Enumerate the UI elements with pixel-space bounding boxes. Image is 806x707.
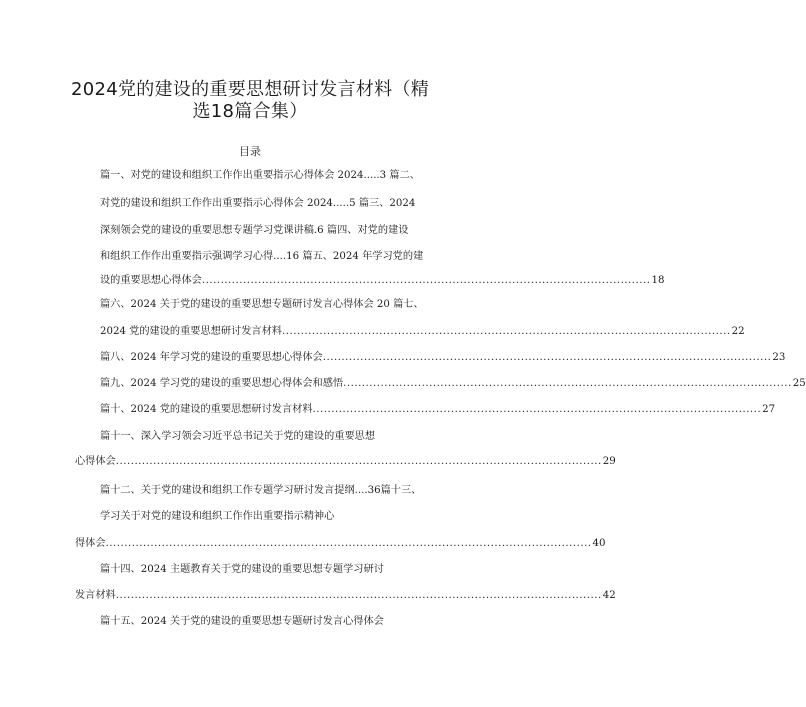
toc-page-number: 23 [772,352,786,363]
toc-entry[interactable]: 篇十四、2024 主题教育关于党的建设的重要思想专题学习研讨 [100,564,384,575]
toc-leader-dots: ........................................................................................................................ [343,378,792,389]
toc-entry[interactable]: 篇六、2024 关于党的建设的重要思想专题研讨发言心得体会 20 篇七、 [100,299,424,310]
toc-page-number: 22 [731,326,745,337]
toc-entry[interactable]: 篇十二、关于党的建设和组织工作专题学习研讨发言提纲....36篇十三、 [100,485,422,496]
toc-entry[interactable]: 学习关于对党的建设和组织工作作出重要指示精神心 [100,511,335,522]
toc-leader-dots: ........................................................................................................................ [201,275,651,286]
toc-page-number: 25 [792,378,806,389]
toc-line: 对党的建设和组织工作作出重要指示心得体会 2024.....5 篇三、2024 [100,198,416,209]
document-title-line-1: 2024党的建设的重要思想研讨发言材料（精 [70,79,430,100]
toc-entry[interactable]: 设的重要思想心得体会 ........................................................................................................................ 18 [100,275,665,286]
toc-line: 篇一、对党的建设和组织工作作出重要指示心得体会 2024.....3 篇二、 [100,170,420,181]
toc-entry[interactable]: 得体会 .................................................................................................................................. 40 [75,538,606,549]
toc-entry[interactable]: 篇九、2024 学习党的建设的重要思想心得体会和感悟 ........................................................................................................................ 25 [100,378,806,389]
toc-leader-dots: ........................................................................................................................ [281,326,731,337]
toc-leader-dots: ........................................................................................................................ [322,352,772,363]
toc-entry[interactable]: 篇十一、深入学习领会习近平总书记关于党的建设的重要思想 [100,431,376,442]
toc-page-number: 18 [651,275,665,286]
toc-line: 深刻领会党的建设的重要思想专题学习党课讲稿.6 篇四、对党的建设 [100,225,409,236]
toc-page-number: 42 [602,590,616,601]
toc-entry[interactable]: 篇十、2024 党的建设的重要思想研讨发言材料 ........................................................................................................................ 27 [100,404,776,415]
toc-heading: 目录 [239,145,261,158]
toc-page-number: 40 [592,538,606,549]
toc-leader-dots: .................................................................................................................................. [115,456,602,467]
toc-entry[interactable]: 篇八、2024 年学习党的建设的重要思想心得体会 ........................................................................................................................ 23 [100,352,786,363]
document-title-line-2: 选18篇合集） [192,101,308,122]
toc-line: 和组织工作作出重要指示强调学习心得....16 篇五、2024 年学习党的建 [100,251,424,262]
toc-entry[interactable]: 心得体会 .................................................................................................................................. 29 [75,456,616,467]
toc-entry[interactable]: 篇十五、2024 关于党的建设的重要思想专题研讨发言心得体会 [100,616,384,627]
toc-leader-dots: ........................................................................................................................ [312,404,762,415]
toc-page-number: 29 [602,456,616,467]
toc-leader-dots: .................................................................................................................................. [105,538,592,549]
toc-leader-dots: .................................................................................................................................. [115,590,602,601]
toc-page-number: 27 [762,404,776,415]
toc-entry[interactable]: 发言材料 .................................................................................................................................. 42 [75,590,616,601]
toc-entry[interactable]: 2024 党的建设的重要思想研讨发言材料 ........................................................................................................................ 22 [100,326,745,337]
